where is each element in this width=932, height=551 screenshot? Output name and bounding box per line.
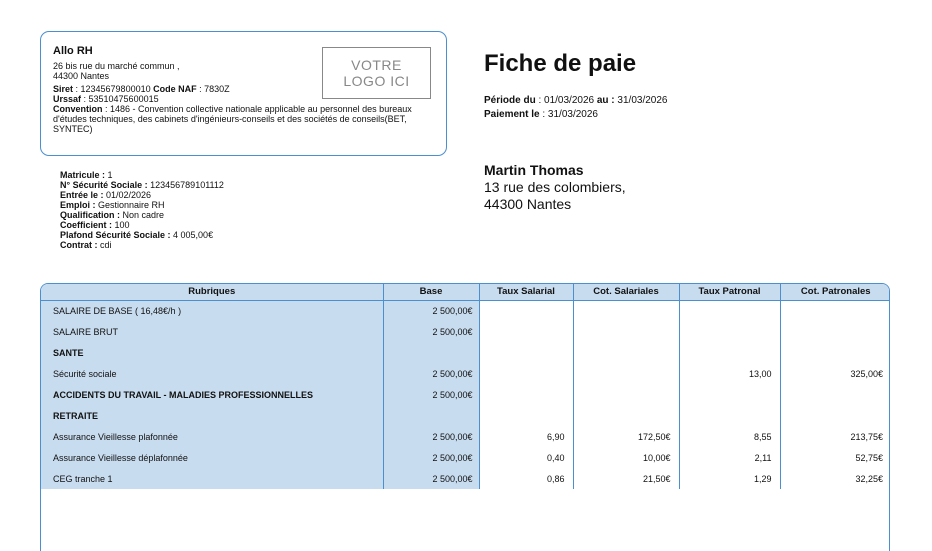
- employee-details: [60, 170, 224, 250]
- detail-qualification: [60, 210, 224, 220]
- cell-taux-salarial: 0,86: [479, 468, 573, 489]
- column-header: Taux Patronal: [679, 284, 780, 300]
- cell-rubrique: SALAIRE BRUT: [41, 321, 383, 342]
- cell-rubrique: Sécurité sociale: [41, 363, 383, 384]
- table-row: [41, 468, 890, 489]
- company-address-line1: 26 bis rue du marché commun ,: [53, 61, 180, 71]
- cell-cot-salariales: [573, 300, 679, 321]
- urssaf-value: : 53510475600015: [81, 94, 159, 104]
- cell-base: 2 500,00€: [383, 321, 479, 342]
- siret-value: : 12345679800010: [73, 84, 154, 94]
- company-address-line2: 44300 Nantes: [53, 71, 110, 81]
- cell-cot-salariales: [573, 405, 679, 426]
- cell-taux-salarial: [479, 321, 573, 342]
- payment-value: : 31/03/2026: [539, 109, 598, 120]
- payslip-table-container: [40, 283, 890, 551]
- cell-cot-patronales: [780, 384, 890, 405]
- cell-cot-patronales: [780, 300, 890, 321]
- payslip-table: [41, 284, 890, 489]
- cell-rubrique: CEG tranche 1: [41, 468, 383, 489]
- naf-value: : 7830Z: [196, 84, 230, 94]
- detail-contrat: [60, 240, 224, 250]
- detail-label: N° Sécurité Sociale :: [60, 180, 148, 190]
- column-header: Taux Salarial: [479, 284, 573, 300]
- cell-base: 2 500,00€: [383, 300, 479, 321]
- table-row: [41, 300, 890, 321]
- company-name: Allo RH: [53, 45, 93, 57]
- period-line: [484, 94, 667, 108]
- detail-coefficient: [60, 220, 224, 230]
- cell-cot-patronales: [780, 405, 890, 426]
- cell-rubrique: RETRAITE: [41, 405, 383, 426]
- cell-taux-salarial: [479, 342, 573, 363]
- table-header-row: [41, 284, 890, 300]
- detail-value: cdi: [97, 240, 112, 250]
- cell-cot-patronales: [780, 342, 890, 363]
- table-row: [41, 363, 890, 384]
- detail-value: Non cadre: [120, 210, 165, 220]
- period-label: Période du: [484, 95, 536, 106]
- cell-taux-patronal: [679, 321, 780, 342]
- detail-matricule: [60, 170, 224, 180]
- detail-securite-sociale: [60, 180, 224, 190]
- cell-cot-salariales: 10,00€: [573, 447, 679, 468]
- detail-value: 01/02/2026: [103, 190, 152, 200]
- detail-value: 1: [105, 170, 113, 180]
- detail-entree: [60, 190, 224, 200]
- logo-line2: LOGO ICI: [343, 73, 410, 89]
- table-section-row: [41, 342, 890, 363]
- cell-taux-patronal: 13,00: [679, 363, 780, 384]
- logo-line1: VOTRE: [351, 57, 402, 73]
- cell-cot-salariales: [573, 363, 679, 384]
- pay-period-info: [484, 94, 667, 122]
- cell-rubrique: SANTE: [41, 342, 383, 363]
- cell-taux-salarial: [479, 405, 573, 426]
- column-header: Cot. Patronales: [780, 284, 890, 300]
- cell-base: 2 500,00€: [383, 363, 479, 384]
- detail-value: 4 005,00€: [170, 230, 214, 240]
- cell-cot-salariales: 21,50€: [573, 468, 679, 489]
- period-from: : 01/03/2026: [535, 95, 597, 106]
- cell-base: [383, 405, 479, 426]
- company-info-box: [40, 31, 447, 156]
- cell-taux-patronal: [679, 405, 780, 426]
- cell-cot-salariales: [573, 384, 679, 405]
- cell-cot-patronales: 32,25€: [855, 473, 883, 484]
- cell-rubrique: SALAIRE DE BASE ( 16,48€/h ): [41, 300, 383, 321]
- naf-label: Code NAF: [153, 84, 197, 94]
- detail-label: Emploi :: [60, 200, 96, 210]
- column-header: Base: [383, 284, 479, 300]
- table-row: [41, 426, 890, 447]
- employee-address-block: [484, 162, 626, 213]
- detail-label: Qualification :: [60, 210, 121, 220]
- cell-taux-patronal: 1,29: [679, 468, 780, 489]
- cell-taux-patronal: [679, 300, 780, 321]
- logo-placeholder: [322, 47, 431, 99]
- cell-taux-salarial: [479, 363, 573, 384]
- cell-taux-patronal: [679, 342, 780, 363]
- employee-name: Martin Thomas: [484, 162, 584, 178]
- cell-base: [383, 342, 479, 363]
- detail-label: Coefficient :: [60, 220, 113, 230]
- cell-cot-salariales: 172,50€: [573, 426, 679, 447]
- cell-taux-salarial: 0,40: [479, 447, 573, 468]
- cell-taux-patronal: 2,11: [679, 447, 780, 468]
- employee-address-line1: 13 rue des colombiers,: [484, 179, 626, 195]
- detail-label: Plafond Sécurité Sociale :: [60, 230, 171, 240]
- cell-cot-salariales: [573, 321, 679, 342]
- company-convention: [53, 104, 428, 134]
- detail-label: Contrat :: [60, 240, 98, 250]
- column-header: Cot. Salariales: [573, 284, 679, 300]
- detail-emploi: [60, 200, 224, 210]
- cell-base: 2 500,00€: [383, 384, 479, 405]
- table-row: [41, 447, 890, 468]
- cell-taux-patronal: [679, 384, 780, 405]
- detail-label: Matricule :: [60, 170, 106, 180]
- detail-label: Entrée le :: [60, 190, 104, 200]
- cell-rubrique: Assurance Vieillesse plafonnée: [41, 426, 383, 447]
- cell-cot-patronales: 52,75€: [855, 452, 883, 463]
- cell-taux-patronal: 8,55: [679, 426, 780, 447]
- convention-label: Convention: [53, 104, 103, 114]
- detail-plafond: [60, 230, 224, 240]
- period-to-label: au :: [596, 95, 615, 106]
- table-section-row: [41, 405, 890, 426]
- cell-taux-salarial: [479, 300, 573, 321]
- cell-base: 2 500,00€: [383, 426, 479, 447]
- cell-rubrique: ACCIDENTS DU TRAVAIL - MALADIES PROFESSIONNELLES: [41, 384, 383, 405]
- cell-taux-salarial: [479, 384, 573, 405]
- table-row: [41, 321, 890, 342]
- cell-cot-patronales: 325,00€: [850, 368, 883, 379]
- detail-value: 123456789101112: [147, 180, 224, 190]
- payment-line: [484, 108, 667, 122]
- cell-base: 2 500,00€: [383, 468, 479, 489]
- employee-address-line2: 44300 Nantes: [484, 196, 572, 212]
- table-body: [41, 300, 890, 489]
- cell-cot-patronales: [780, 321, 890, 342]
- cell-cot-salariales: [573, 342, 679, 363]
- urssaf-label: Urssaf: [53, 94, 82, 104]
- payment-label: Paiement le: [484, 109, 540, 120]
- cell-cot-patronales: 213,75€: [850, 431, 883, 442]
- period-to: 31/03/2026: [614, 95, 668, 106]
- cell-rubrique: Assurance Vieillesse déplafonnée: [41, 447, 383, 468]
- cell-base: 2 500,00€: [383, 447, 479, 468]
- siret-label: Siret: [53, 84, 74, 94]
- table-section-row: [41, 384, 890, 405]
- detail-value: 100: [112, 220, 130, 230]
- column-header: Rubriques: [41, 284, 383, 300]
- detail-value: Gestionnaire RH: [95, 200, 165, 210]
- convention-value: : 1486 - Convention collective nationale applicable au personnel des bureaux d'études techniques, des cabinets d'ingénieurs-conseils et des sociétés de conseils(BET, SYNTEC): [53, 104, 412, 134]
- cell-taux-salarial: 6,90: [479, 426, 573, 447]
- document-title: Fiche de paie: [484, 50, 637, 77]
